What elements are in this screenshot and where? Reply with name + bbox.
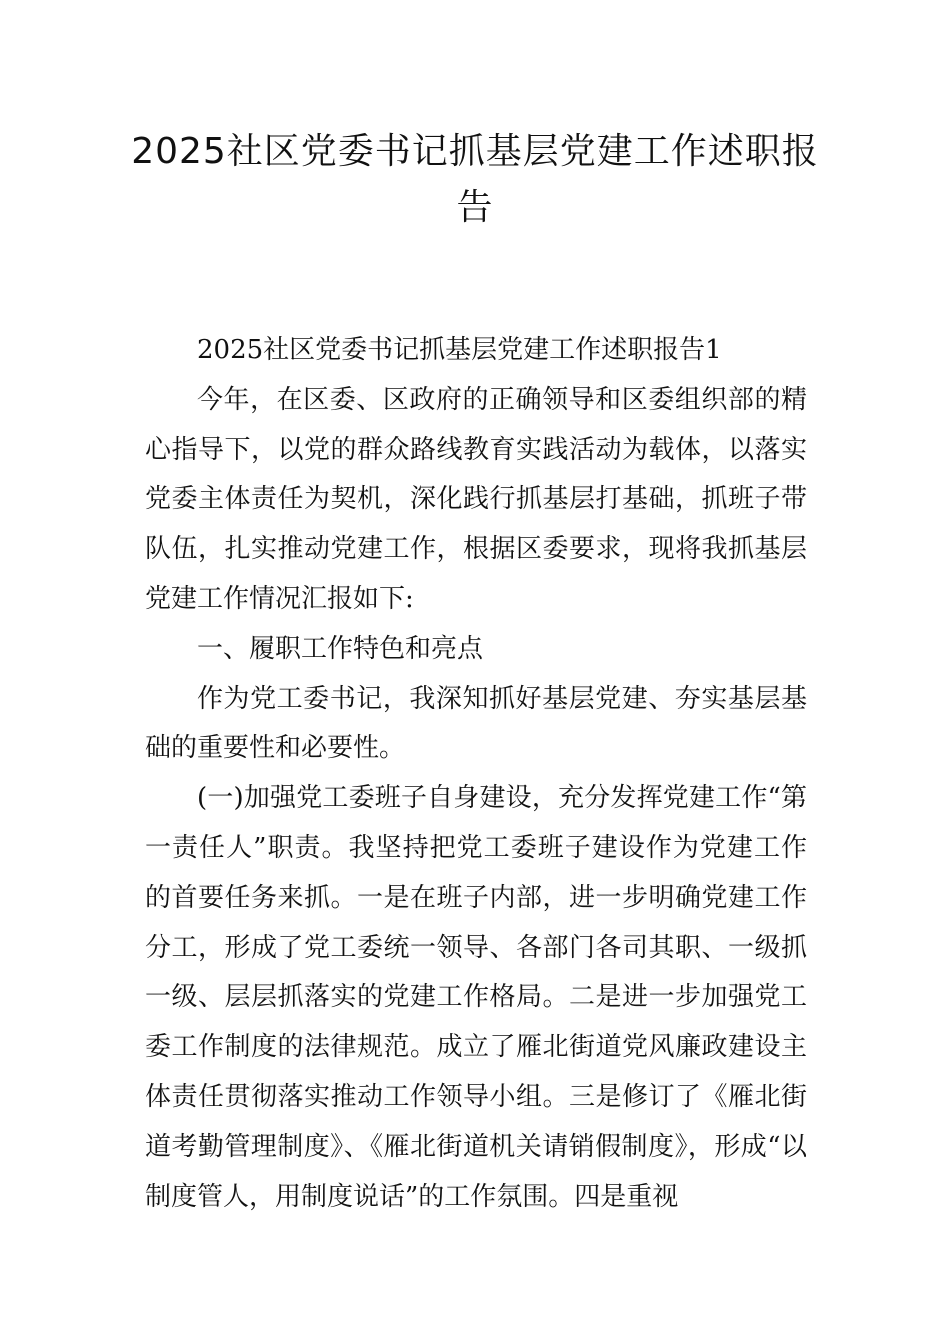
document-body: [145, 326, 807, 1222]
section-heading: 一、履职工作特色和亮点: [197, 633, 484, 664]
paragraph: (一)加强党工委班子自身建设，充分发挥党建工作“第一责任人”职责。我坚持把党工委班子建设作为党建工作的首要任务来抓。一是在班子内部，进一步明确党建工作分工，形成了党工委统一领导、各部门各司其职、一级抓一级、层层抓落实的党建工作格局。二是进一步加强党工委工作制度的法律规范。成立了雁北街道党风廉政建设主体责任贯彻落实推动工作领导小组。三是修订了《雁北街道考勤管理制度》、《雁北街道机关请销假制度》，形成“以制度管人，用制度说话”的工作氛围。四是重视: [145, 783, 807, 1212]
paragraph-subtitle: 2025社区党委书记抓基层党建工作述职报告1: [197, 335, 722, 365]
paragraph-intro: 今年，在区委、区政府的正确领导和区委组织部的精心指导下，以党的群众路线教育实践活动为载体，以落实党委主体责任为契机，深化践行抓基层打基础，抓班子带队伍，扎实推动党建工作，根据区委要求，现将我抓基层党建工作情况汇报如下:: [145, 384, 807, 614]
document-title: 2025社区党委书记抓基层党建工作述职报告: [131, 131, 819, 228]
paragraph: 作为党工委书记，我深知抓好基层党建、夯实基层基础的重要性和必要性。: [145, 683, 807, 764]
